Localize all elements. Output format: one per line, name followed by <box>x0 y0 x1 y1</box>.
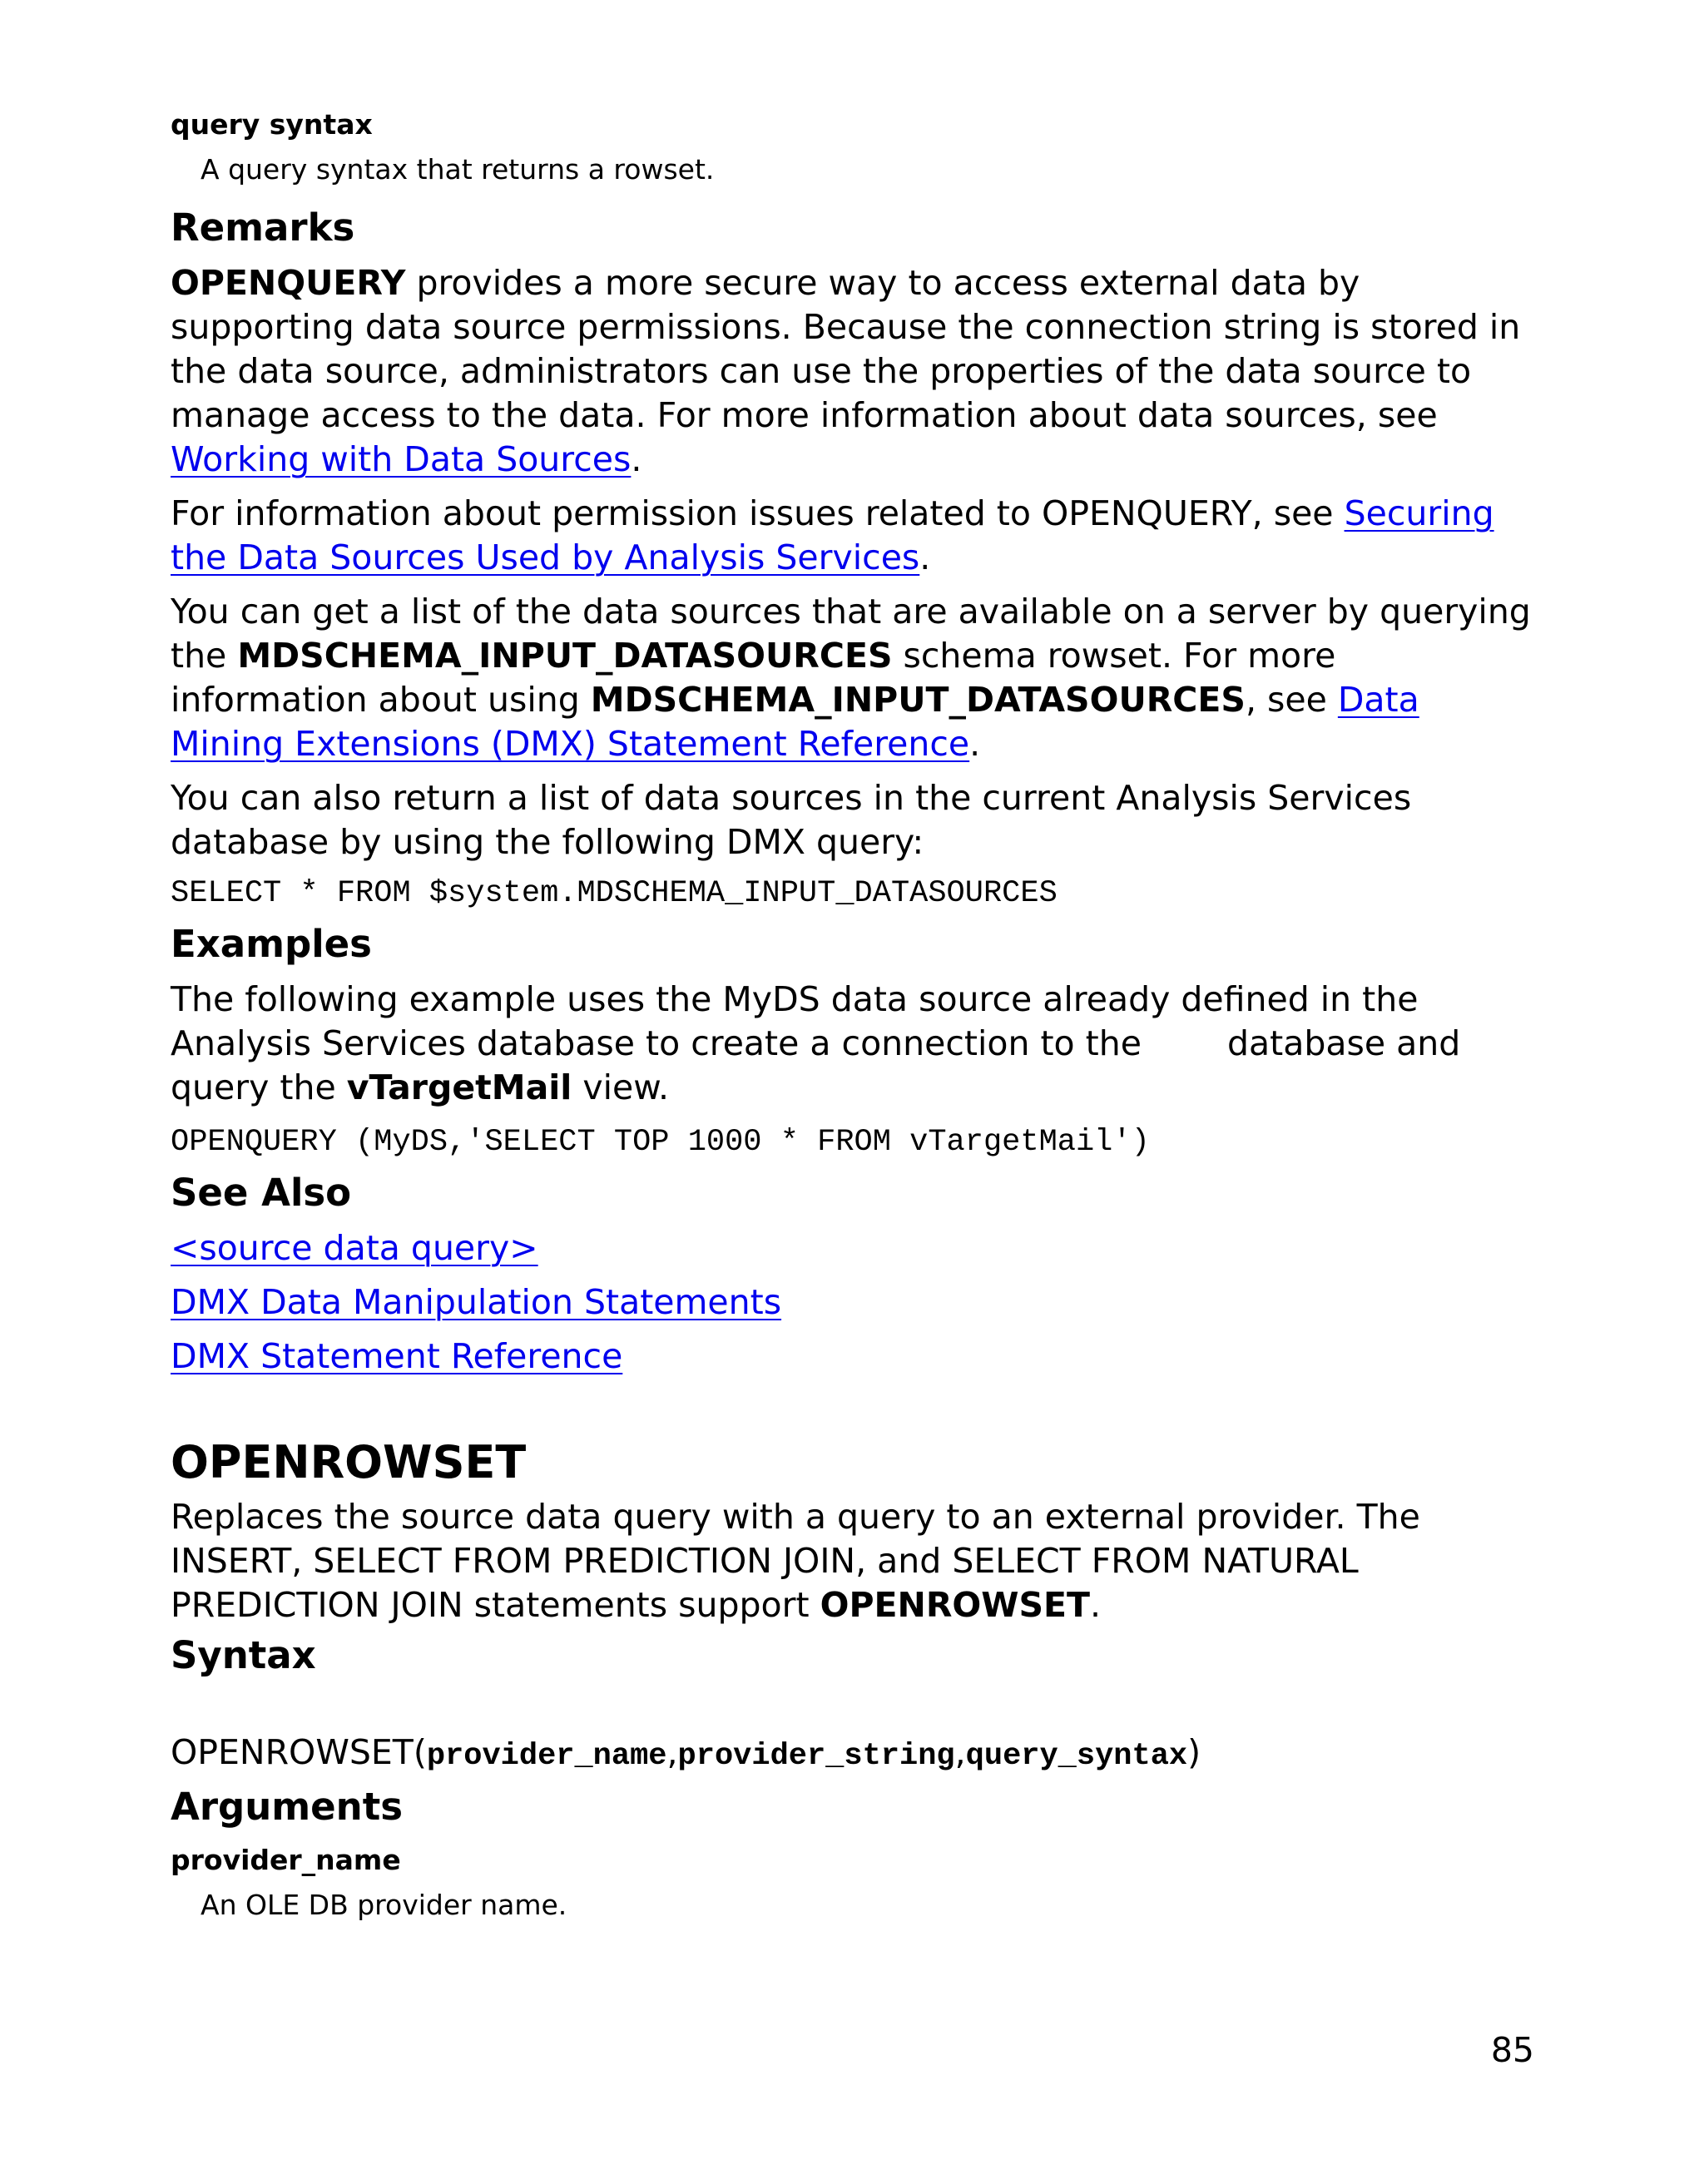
openquery-keyword: OPENQUERY <box>171 263 406 303</box>
see-also-item <box>171 1226 1535 1270</box>
examples-text-1: The following example uses the MyDS data source already defined in the Analysis Services database to create a connection to the <box>171 979 1419 1063</box>
syntax-arg-provider-name: provider_name <box>426 1739 667 1774</box>
schema-rowset-name: MDSCHEMA_INPUT_DATASOURCES <box>590 680 1246 720</box>
link-dmx-statement-reference[interactable]: Data Mining Extensions (DMX) Statement Reference <box>171 680 1419 764</box>
schema-rowset-name: MDSCHEMA_INPUT_DATASOURCES <box>237 636 893 676</box>
link-working-with-data-sources[interactable]: Working with Data Sources <box>171 439 632 479</box>
syntax-line <box>171 1731 1535 1779</box>
code-sample-openquery: OPENQUERY (MyDS,'SELECT TOP 1000 * FROM vTargetMail') <box>171 1125 1150 1160</box>
syntax-suffix: ) <box>1187 1732 1201 1772</box>
link-source-data-query[interactable]: <source data query> <box>171 1228 538 1268</box>
argument-description: A query syntax that returns a rowset. <box>201 153 715 186</box>
punctuation: , <box>666 1732 678 1772</box>
link-dmx-data-manipulation-statements[interactable]: DMX Data Manipulation Statements <box>171 1282 782 1322</box>
code-sample-datasources: SELECT * FROM $system.MDSCHEMA_INPUT_DATASOURCES <box>171 876 1058 911</box>
openrowset-description <box>171 1495 1535 1627</box>
page-number: 85 <box>1490 2030 1534 2070</box>
syntax-heading: Syntax <box>171 1633 316 1677</box>
remarks-paragraph-3 <box>171 590 1535 766</box>
syntax-arg-provider-string: provider_string <box>677 1739 955 1774</box>
see-also-item <box>171 1335 1535 1379</box>
remarks-p2-text: For information about permission issues related to OPENQUERY, see <box>171 493 1345 533</box>
remarks-heading: Remarks <box>171 206 355 250</box>
see-also-item <box>171 1280 1535 1325</box>
syntax-prefix: OPENROWSET( <box>171 1732 427 1772</box>
remarks-p3-text-2: schema rowset. For more information about using <box>171 636 1336 720</box>
remarks-paragraph-4: You can also return a list of data sources in the current Analysis Services database by using the following DMX query: <box>171 778 1412 862</box>
remarks-p1-text: provides a more secure way to access external data by supporting data source permissions. Because the connection string is stored in the data source, administrators can use the properties of the data source to manage access to the data. For more information about data sources, see <box>171 263 1521 435</box>
view-name: vTargetMail <box>346 1067 572 1107</box>
remarks-p3-text-3: , see <box>1245 680 1338 720</box>
remarks-paragraph-1 <box>171 261 1535 482</box>
examples-text-end: view. <box>572 1067 670 1107</box>
argument-term: provider_name <box>171 1844 401 1876</box>
arguments-heading: Arguments <box>171 1785 404 1829</box>
argument-term: query syntax <box>171 108 373 141</box>
syntax-arg-query-syntax: query_syntax <box>965 1739 1188 1774</box>
link-dmx-statement-reference-2[interactable]: DMX Statement Reference <box>171 1336 623 1376</box>
punctuation: . <box>919 537 931 577</box>
examples-text-2: database and query the <box>171 1023 1461 1107</box>
link-securing-data-sources[interactable]: Securing the Data Sources Used by Analysis Services <box>171 493 1494 577</box>
remarks-p3-text-1: You can get a list of the data sources that are available on a server by querying the <box>171 592 1531 676</box>
see-also-heading: See Also <box>171 1171 352 1215</box>
punctuation: . <box>969 724 981 764</box>
examples-paragraph <box>171 978 1535 1110</box>
openrowset-desc-text: Replaces the source data query with a query to an external provider. The INSERT, SELECT FROM PREDICTION JOIN, and SELECT FROM NATURAL PREDICTION JOIN statements support <box>171 1497 1420 1625</box>
examples-heading: Examples <box>171 922 372 966</box>
punctuation: . <box>631 439 642 479</box>
document-page <box>171 105 1535 1925</box>
remarks-paragraph-2 <box>171 492 1535 580</box>
punctuation: , <box>954 1732 966 1772</box>
openrowset-keyword: OPENROWSET <box>820 1585 1090 1625</box>
argument-description: An OLE DB provider name. <box>201 1889 567 1921</box>
openrowset-title: OPENROWSET <box>171 1436 527 1488</box>
punctuation: . <box>1090 1585 1102 1625</box>
